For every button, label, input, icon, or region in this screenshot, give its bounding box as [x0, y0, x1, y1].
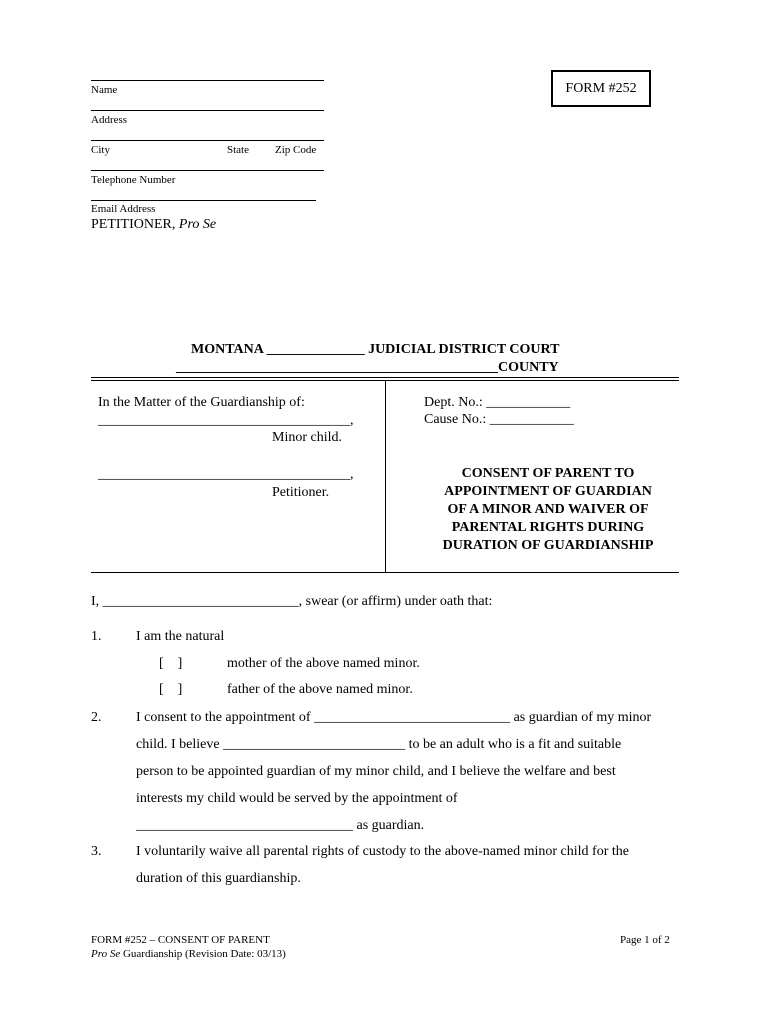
caption-top-rule-1 [91, 377, 679, 378]
matter-label: In the Matter of the Guardianship of: [98, 395, 305, 410]
city-line [91, 140, 324, 141]
name-line [91, 80, 324, 81]
form-number-box [551, 70, 651, 107]
petitioner-name-line: ____________________________________, [98, 467, 354, 482]
state-label: State [227, 144, 249, 156]
footer-revision-text: Guardianship (Revision Date: 03/13) [122, 948, 286, 960]
address-line [91, 110, 324, 111]
court-line-2: ______________________________________________COUNTY [176, 360, 559, 375]
petitioner-pro-se [91, 217, 216, 233]
father-checkbox[interactable]: [ ] [159, 682, 183, 697]
page-number: Page 1 of 2 [620, 934, 670, 946]
document-title [400, 465, 696, 555]
document-title-line: CONSENT OF PARENT TO [461, 466, 635, 481]
city-label: City [91, 144, 110, 156]
zip-label: Zip Code [275, 144, 317, 156]
caption-bottom-rule [91, 572, 679, 573]
pro-se-label: Pro Se [178, 217, 217, 232]
email-line [91, 200, 316, 201]
name-label: Name [91, 84, 118, 96]
item-2-line-2: child. I believe __________________________ to be an adult who is a fit and suitable [136, 737, 622, 752]
item-2-line-4: interests my child would be served by the appointment of [136, 791, 458, 806]
caption-divider [385, 381, 386, 572]
item-3-line-1: I voluntarily waive all parental rights of custody to the above-named minor child for the [136, 844, 629, 859]
item-2-line-5: _______________________________ as guardian. [136, 818, 425, 833]
oath-statement: I, ____________________________, swear (or affirm) under oath that: [91, 594, 493, 609]
minor-name-line: ____________________________________, [98, 413, 354, 428]
item-1-text: I am the natural [136, 629, 225, 644]
phone-line [91, 170, 324, 171]
item-2-line-3: person to be appointed guardian of my minor child, and I believe the welfare and best [136, 764, 616, 779]
father-option-label: father of the above named minor. [227, 682, 413, 697]
document-title-line: PARENTAL RIGHTS DURING [451, 520, 645, 535]
footer-pro-se: Pro Se [91, 948, 121, 960]
mother-option-label: mother of the above named minor. [227, 656, 420, 671]
item-2-number: 2. [91, 710, 102, 725]
dept-no: Dept. No.: ____________ [424, 395, 571, 410]
document-title-line: OF A MINOR AND WAIVER OF [447, 502, 649, 517]
footer-form-label: FORM #252 – CONSENT OF PARENT [91, 934, 270, 946]
mother-checkbox[interactable]: [ ] [159, 656, 183, 671]
document-title-line: APPOINTMENT OF GUARDIAN [444, 484, 652, 499]
item-1-number: 1. [91, 629, 102, 644]
cause-no: Cause No.: ____________ [424, 412, 574, 427]
petitioner-caption-label: Petitioner. [272, 485, 330, 500]
item-2-line-1: I consent to the appointment of ____________________________ as guardian of my minor [136, 710, 652, 725]
item-3-line-2: duration of this guardianship. [136, 871, 301, 886]
address-label: Address [91, 114, 128, 126]
footer-revision [91, 948, 286, 960]
email-label: Email Address [91, 203, 156, 215]
petitioner-label: PETITIONER, [91, 217, 176, 232]
court-line-1: MONTANA ______________ JUDICIAL DISTRICT COURT [191, 342, 560, 357]
form-number: FORM #252 [565, 80, 637, 96]
item-3-number: 3. [91, 844, 102, 859]
document-title-line: DURATION OF GUARDIANSHIP [442, 538, 654, 553]
minor-child-label: Minor child. [272, 430, 342, 445]
phone-label: Telephone Number [91, 174, 176, 186]
